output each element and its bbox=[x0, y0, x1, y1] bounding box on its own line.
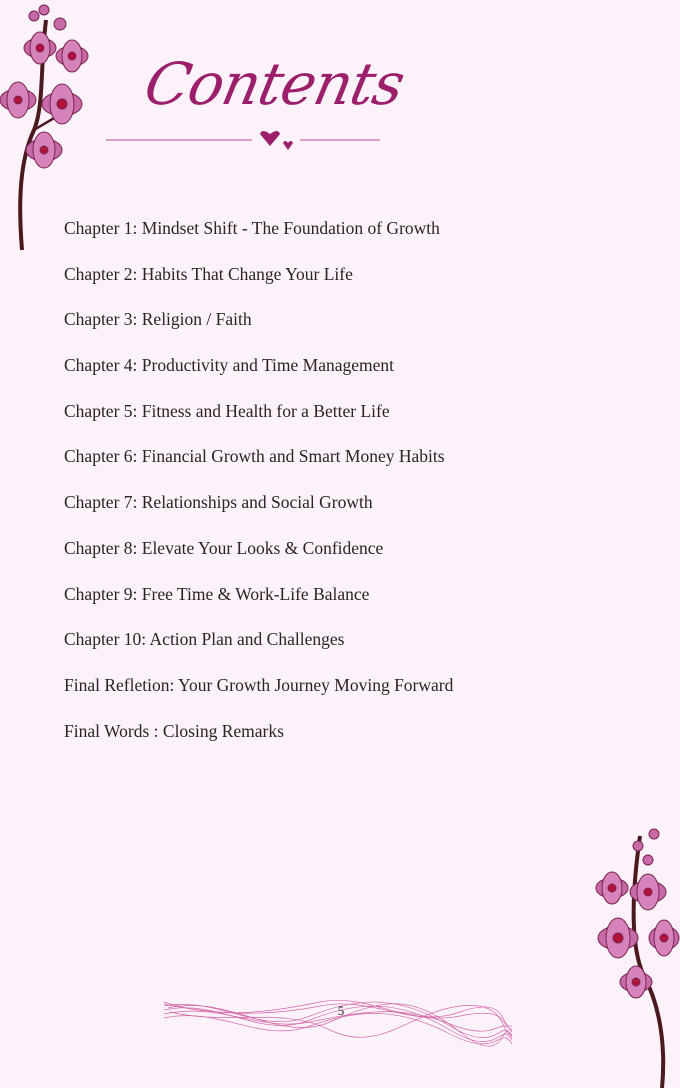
page-number: 5 bbox=[337, 1003, 345, 1018]
orchid-branch-bottom-right bbox=[582, 826, 680, 1088]
toc-entry[interactable]: Chapter 2: Habits That Change Your Life bbox=[64, 263, 353, 284]
table-of-contents bbox=[64, 214, 453, 762]
title-heart-divider bbox=[104, 126, 384, 156]
toc-entry[interactable]: Chapter 6: Financial Growth and Smart Money Habits bbox=[64, 446, 445, 467]
toc-entry[interactable]: Chapter 1: Mindset Shift - The Foundation of Growth bbox=[64, 218, 440, 238]
toc-entry[interactable]: Chapter 9: Free Time & Work-Life Balance bbox=[64, 583, 370, 604]
heart-icon bbox=[283, 141, 293, 150]
toc-entry[interactable]: Chapter 5: Fitness and Health for a Better Life bbox=[64, 400, 390, 421]
toc-entry[interactable]: Chapter 10: Action Plan and Challenges bbox=[64, 629, 345, 650]
toc-entry[interactable]: Chapter 4: Productivity and Time Management bbox=[64, 355, 395, 376]
toc-entry[interactable]: Chapter 3: Religion / Faith bbox=[64, 309, 252, 330]
toc-entry[interactable]: Final Refletion: Your Growth Journey Moving Forward bbox=[64, 674, 454, 695]
toc-entry[interactable]: Chapter 8: Elevate Your Looks & Confidence bbox=[64, 537, 384, 558]
toc-entry[interactable]: Chapter 7: Relationships and Social Growth bbox=[64, 492, 373, 513]
toc-entry[interactable]: Final Words : Closing Remarks bbox=[64, 720, 284, 741]
page-title: Contents bbox=[138, 50, 410, 118]
heart-icon bbox=[260, 131, 280, 146]
